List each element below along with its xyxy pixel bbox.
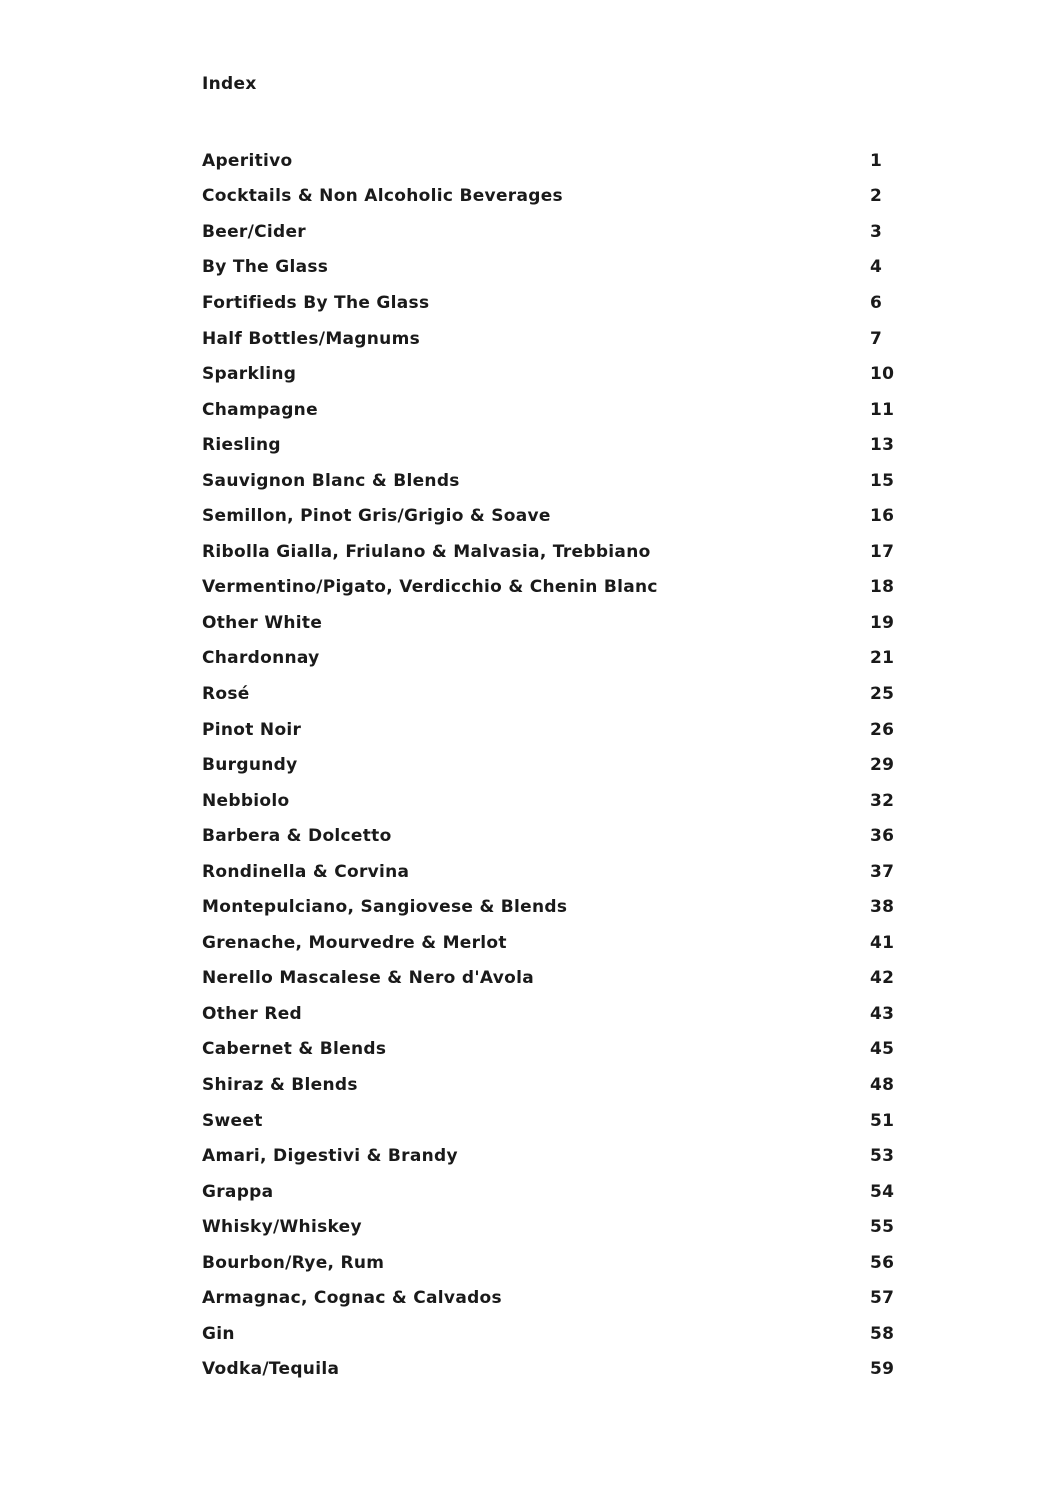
index-entry-label: Montepulciano, Sangiovese & Blends — [202, 897, 568, 918]
index-entry-label: Aperitivo — [202, 150, 293, 171]
index-entry — [202, 321, 896, 357]
index-entry-label: Grenache, Mourvedre & Merlot — [202, 932, 507, 953]
index-entry-page-number: 45 — [870, 1039, 895, 1060]
index-entry — [202, 498, 896, 534]
index-entry-label: Pinot Noir — [202, 719, 302, 740]
index-entry-label: Vermentino/Pigato, Verdicchio & Chenin Blanc — [202, 577, 658, 598]
index-entry — [202, 961, 896, 997]
index-entry-label: Nerello Mascalese & Nero d'Avola — [202, 968, 534, 989]
index-entry-label: Burgundy — [202, 755, 298, 776]
index-entry-label: Chardonnay — [202, 648, 320, 669]
index-entry-label: Other White — [202, 612, 323, 633]
index-entry-page-number: 7 — [870, 328, 883, 349]
index-entry-label: Champagne — [202, 399, 318, 420]
index-entry — [202, 1316, 896, 1352]
index-entry-label: Shiraz & Blends — [202, 1074, 358, 1095]
index-entry-page-number: 2 — [870, 186, 883, 207]
index-entry-label: Nebbiolo — [202, 790, 290, 811]
index-entry — [202, 818, 896, 854]
index-entry — [202, 285, 896, 321]
index-entry — [202, 1352, 896, 1388]
index-entry-page-number: 16 — [870, 506, 895, 527]
index-entry-page-number: 25 — [870, 683, 895, 704]
index-entry — [202, 605, 896, 641]
index-entry-label: Cocktails & Non Alcoholic Beverages — [202, 186, 563, 207]
index-entry-label: Sweet — [202, 1110, 263, 1131]
index-entry-page-number: 13 — [870, 435, 895, 456]
index-entry — [202, 925, 896, 961]
index-list — [202, 143, 896, 1387]
index-entry-label: Rosé — [202, 683, 250, 704]
index-entry-label: Other Red — [202, 1003, 303, 1024]
index-entry-page-number: 32 — [870, 790, 895, 811]
index-entry-page-number: 56 — [870, 1252, 895, 1273]
index-entry — [202, 783, 896, 819]
index-entry-label: Gin — [202, 1323, 235, 1344]
index-entry-page-number: 21 — [870, 648, 895, 669]
index-entry-page-number: 55 — [870, 1217, 895, 1238]
index-entry — [202, 1174, 896, 1210]
index-entry-page-number: 6 — [870, 292, 883, 313]
index-entry-page-number: 3 — [870, 221, 883, 242]
index-entry-page-number: 29 — [870, 755, 895, 776]
index-entry-page-number: 18 — [870, 577, 895, 598]
index-entry — [202, 1209, 896, 1245]
index-entry — [202, 179, 896, 215]
index-entry-page-number: 1 — [870, 150, 883, 171]
index-entry-label: Sauvignon Blanc & Blends — [202, 470, 460, 491]
index-entry-page-number: 58 — [870, 1323, 895, 1344]
index-entry — [202, 143, 896, 179]
index-entry-label: Vodka/Tequila — [202, 1359, 340, 1380]
index-entry — [202, 676, 896, 712]
index-entry-label: Sparkling — [202, 364, 297, 385]
index-entry — [202, 1245, 896, 1281]
index-entry — [202, 1103, 896, 1139]
index-entry-label: Semillon, Pinot Gris/Grigio & Soave — [202, 506, 551, 527]
index-entry-page-number: 36 — [870, 826, 895, 847]
index-entry-page-number: 51 — [870, 1110, 895, 1131]
index-entry-label: Fortifieds By The Glass — [202, 292, 430, 313]
index-entry-page-number: 53 — [870, 1146, 895, 1167]
index-entry-page-number: 19 — [870, 612, 895, 633]
index-entry — [202, 1032, 896, 1068]
index-entry-page-number: 43 — [870, 1003, 895, 1024]
index-entry-page-number: 42 — [870, 968, 895, 989]
index-entry — [202, 641, 896, 677]
index-entry — [202, 1138, 896, 1174]
index-entry-page-number: 37 — [870, 861, 895, 882]
index-entry-page-number: 54 — [870, 1181, 895, 1202]
index-entry — [202, 747, 896, 783]
index-entry-label: Bourbon/Rye, Rum — [202, 1252, 385, 1273]
index-entry — [202, 712, 896, 748]
index-entry-label: Armagnac, Cognac & Calvados — [202, 1288, 502, 1309]
index-entry-label: Barbera & Dolcetto — [202, 826, 392, 847]
index-entry-page-number: 11 — [870, 399, 895, 420]
index-entry — [202, 250, 896, 286]
index-entry-label: Rondinella & Corvina — [202, 861, 410, 882]
index-entry — [202, 570, 896, 606]
index-entry-page-number: 41 — [870, 932, 895, 953]
index-entry-label: Whisky/Whiskey — [202, 1217, 362, 1238]
index-entry — [202, 427, 896, 463]
index-entry-page-number: 15 — [870, 470, 895, 491]
index-entry-page-number: 38 — [870, 897, 895, 918]
index-entry-label: Grappa — [202, 1181, 274, 1202]
index-entry-page-number: 10 — [870, 364, 895, 385]
index-entry — [202, 392, 896, 428]
index-entry — [202, 356, 896, 392]
index-entry-page-number: 59 — [870, 1359, 895, 1380]
index-entry-label: Beer/Cider — [202, 221, 306, 242]
index-entry-label: Cabernet & Blends — [202, 1039, 387, 1060]
index-entry — [202, 1067, 896, 1103]
page-title: Index — [202, 74, 257, 94]
index-entry-page-number: 4 — [870, 257, 883, 278]
index-entry-page-number: 26 — [870, 719, 895, 740]
index-entry — [202, 854, 896, 890]
index-entry-page-number: 48 — [870, 1074, 895, 1095]
index-entry — [202, 534, 896, 570]
index-entry — [202, 1281, 896, 1317]
index-entry — [202, 463, 896, 499]
index-entry-label: Half Bottles/Magnums — [202, 328, 421, 349]
index-entry-label: By The Glass — [202, 257, 329, 278]
index-entry — [202, 996, 896, 1032]
index-entry-page-number: 57 — [870, 1288, 895, 1309]
index-entry — [202, 214, 896, 250]
index-entry-label: Ribolla Gialla, Friulano & Malvasia, Trebbiano — [202, 541, 651, 562]
index-entry — [202, 889, 896, 925]
index-entry-label: Amari, Digestivi & Brandy — [202, 1146, 458, 1167]
index-entry-page-number: 17 — [870, 541, 895, 562]
index-entry-label: Riesling — [202, 435, 281, 456]
